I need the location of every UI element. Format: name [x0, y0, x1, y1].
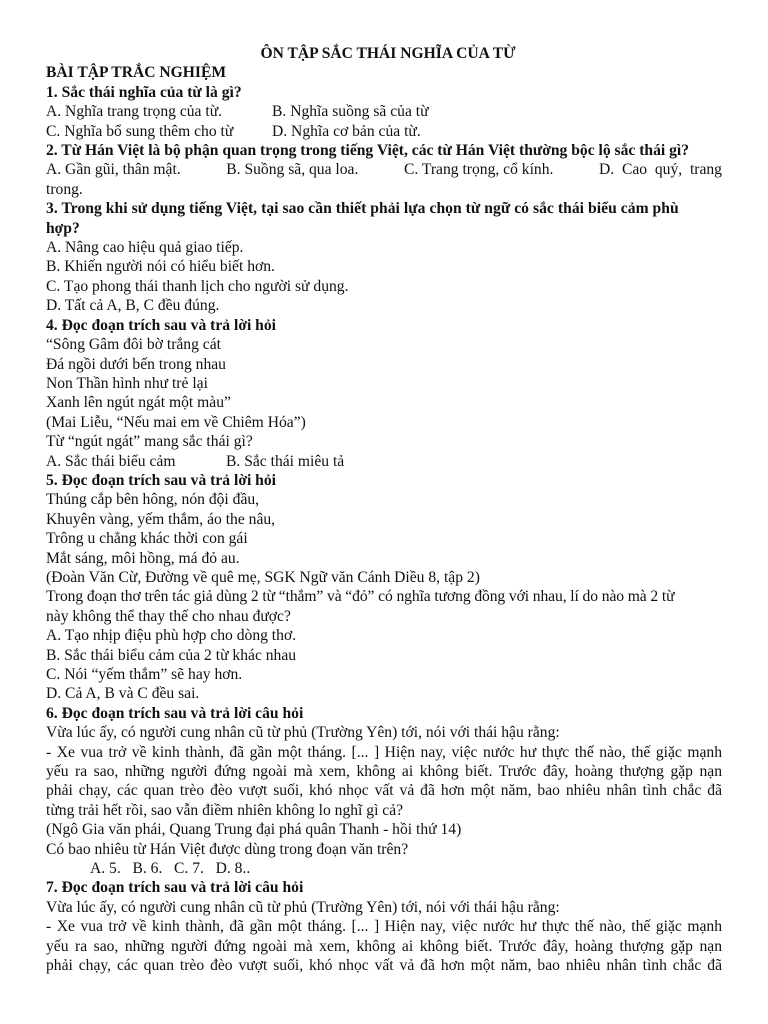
q6-passage-line: từng trải hết rồi, sao vẫn điềm nhiên không lo nghĩ gì cả? [46, 801, 404, 819]
q1-option-a: A. Nghĩa trang trọng của từ. [46, 103, 223, 121]
q3-option-d: D. Tất cả A, B, C đều đúng. [46, 297, 220, 315]
q7-passage-line: phải chạy, các quan trèo đèo vượt suối, khó nhọc vất vả đã hơn một năm, bao nhiêu nhân tình chắc đã [46, 957, 722, 975]
q3-option-a: A. Nâng cao hiệu quả giao tiếp. [46, 239, 244, 257]
q2-options-line-2: trong. [46, 180, 83, 198]
question-7: 7. Đọc đoạn trích sau và trả lời câu hỏi [46, 879, 304, 897]
q4-prompt: Từ “ngút ngát” mang sắc thái gì? [46, 433, 253, 451]
q3-option-c: C. Tạo phong thái thanh lịch cho người sử dụng. [46, 277, 349, 295]
q4-option-b: B. Sắc thái miêu tả [226, 452, 345, 470]
q1-option-c: C. Nghĩa bổ sung thêm cho từ [46, 122, 234, 140]
question-5: 5. Đọc đoạn trích sau và trả lời hỏi [46, 471, 276, 489]
q6-source: (Ngô Gia văn phái, Quang Trung đại phá quân Thanh - hồi thứ 14) [46, 821, 462, 839]
q4-poem-line: Xanh lên ngút ngát một màu” [46, 394, 231, 412]
q5-option-a: A. Tạo nhịp điệu phù hợp cho dòng thơ. [46, 627, 297, 645]
q3-option-b: B. Khiến người nói có hiểu biết hơn. [46, 258, 275, 276]
q5-prompt-line-2: này không thể thay thế cho nhau được? [46, 607, 291, 625]
question-1: 1. Sắc thái nghĩa của từ là gì? [46, 83, 242, 101]
question-2: 2. Từ Hán Việt là bộ phận quan trọng trong tiếng Việt, các từ Hán Việt thường bộc lộ sắc thái gì? [46, 142, 690, 160]
q4-option-a: A. Sắc thái biểu cảm [46, 452, 176, 470]
q4-poem-line: Non Thần hình như trẻ lại [46, 374, 208, 392]
q7-passage-line: yếu ra sao, những người đứng ngoài mà xem, không ai không biết. Trước đây, hoàng thượng gặp nạn [46, 937, 722, 955]
q6-options: A. 5. B. 6. C. 7. D. 8.. [90, 860, 251, 878]
q5-prompt-line-1: Trong đoạn thơ trên tác giả dùng 2 từ “thắm” và “đỏ” có nghĩa tương đồng với nhau, lí do nào mà 2 từ [46, 588, 675, 606]
question-4: 4. Đọc đoạn trích sau và trả lời hỏi [46, 316, 276, 334]
q4-poem-line: Đá ngồi dưới bến trong nhau [46, 355, 226, 373]
q2-option-b: B. Suồng sã, qua loa. [226, 161, 359, 179]
q1-options-row-2 [46, 122, 722, 141]
section-heading: BÀI TẬP TRẮC NGHIỆM [46, 64, 227, 82]
q2-option-d: D. Cao quý, trang [598, 161, 722, 179]
q1-options-row-1 [46, 102, 722, 121]
q4-options-row [46, 452, 722, 471]
question-3-line-2: hợp? [46, 219, 80, 237]
q6-passage-line: phải chạy, các quan trèo đèo vượt suối, khó nhọc vất vả đã hơn một năm, bao nhiêu nhân tình chắc đã [46, 782, 722, 800]
q5-poem-line: Mắt sáng, môi hồng, má đỏ au. [46, 549, 240, 567]
q6-passage-line: yếu ra sao, những người đứng ngoài mà xem, không ai không biết. Trước đây, hoàng thượng gặp nạn [46, 763, 722, 781]
q7-passage-line: - Xe vua trở về kinh thành, đã gần một tháng. [... ] Hiện nay, việc nước hư thực thế nào, thế giặc mạnh [46, 918, 722, 936]
q1-option-b: B. Nghĩa suồng sã của từ [272, 103, 429, 121]
q6-passage-line: - Xe vua trở về kinh thành, đã gần một tháng. [... ] Hiện nay, việc nước hư thực thế nào, thế giặc mạnh [46, 743, 722, 761]
question-6: 6. Đọc đoạn trích sau và trả lời câu hỏi [46, 704, 304, 722]
q5-poem-line: Thúng cắp bên hông, nón đội đầu, [46, 491, 260, 509]
q1-option-d: D. Nghĩa cơ bản của từ. [272, 122, 421, 140]
q4-source: (Mai Liễu, “Nếu mai em về Chiêm Hóa”) [46, 413, 306, 431]
document-title: ÔN TẬP SẮC THÁI NGHĨA CỦA TỪ [260, 45, 516, 62]
q5-option-c: C. Nói “yếm thắm” sẽ hay hơn. [46, 666, 243, 683]
q5-poem-line: Khuyên vàng, yếm thắm, áo the nâu, [46, 510, 276, 528]
q2-option-a: A. Gần gũi, thân mật. [46, 161, 181, 179]
question-3-line-1: 3. Trong khi sử dụng tiếng Việt, tại sao cần thiết phải lựa chọn từ ngữ có sắc thái biểu cảm phù [46, 200, 679, 218]
q5-poem-line: Trông u chẳng khác thời con gái [46, 530, 248, 548]
q4-poem-line: “Sông Gâm đôi bờ trắng cát [46, 336, 221, 354]
q2-options-line-1 [46, 160, 722, 179]
q5-option-d: D. Cả A, B và C đều sai. [46, 685, 200, 703]
q7-passage-intro: Vừa lúc ấy, có người cung nhân cũ từ phủ (Trường Yên) tới, nói với thái hậu rằng: [46, 898, 560, 916]
q6-passage-intro: Vừa lúc ấy, có người cung nhân cũ từ phủ (Trường Yên) tới, nói với thái hậu rằng: [46, 724, 560, 742]
q5-option-b: B. Sắc thái biểu cảm của 2 từ khác nhau [46, 646, 297, 664]
q5-source: (Đoàn Văn Cừ, Đường về quê mẹ, SGK Ngữ văn Cánh Diều 8, tập 2) [46, 568, 480, 586]
q2-option-c: C. Trang trọng, cổ kính. [403, 161, 554, 179]
q6-prompt: Có bao nhiêu từ Hán Việt được dùng trong đoạn văn trên? [46, 840, 409, 858]
